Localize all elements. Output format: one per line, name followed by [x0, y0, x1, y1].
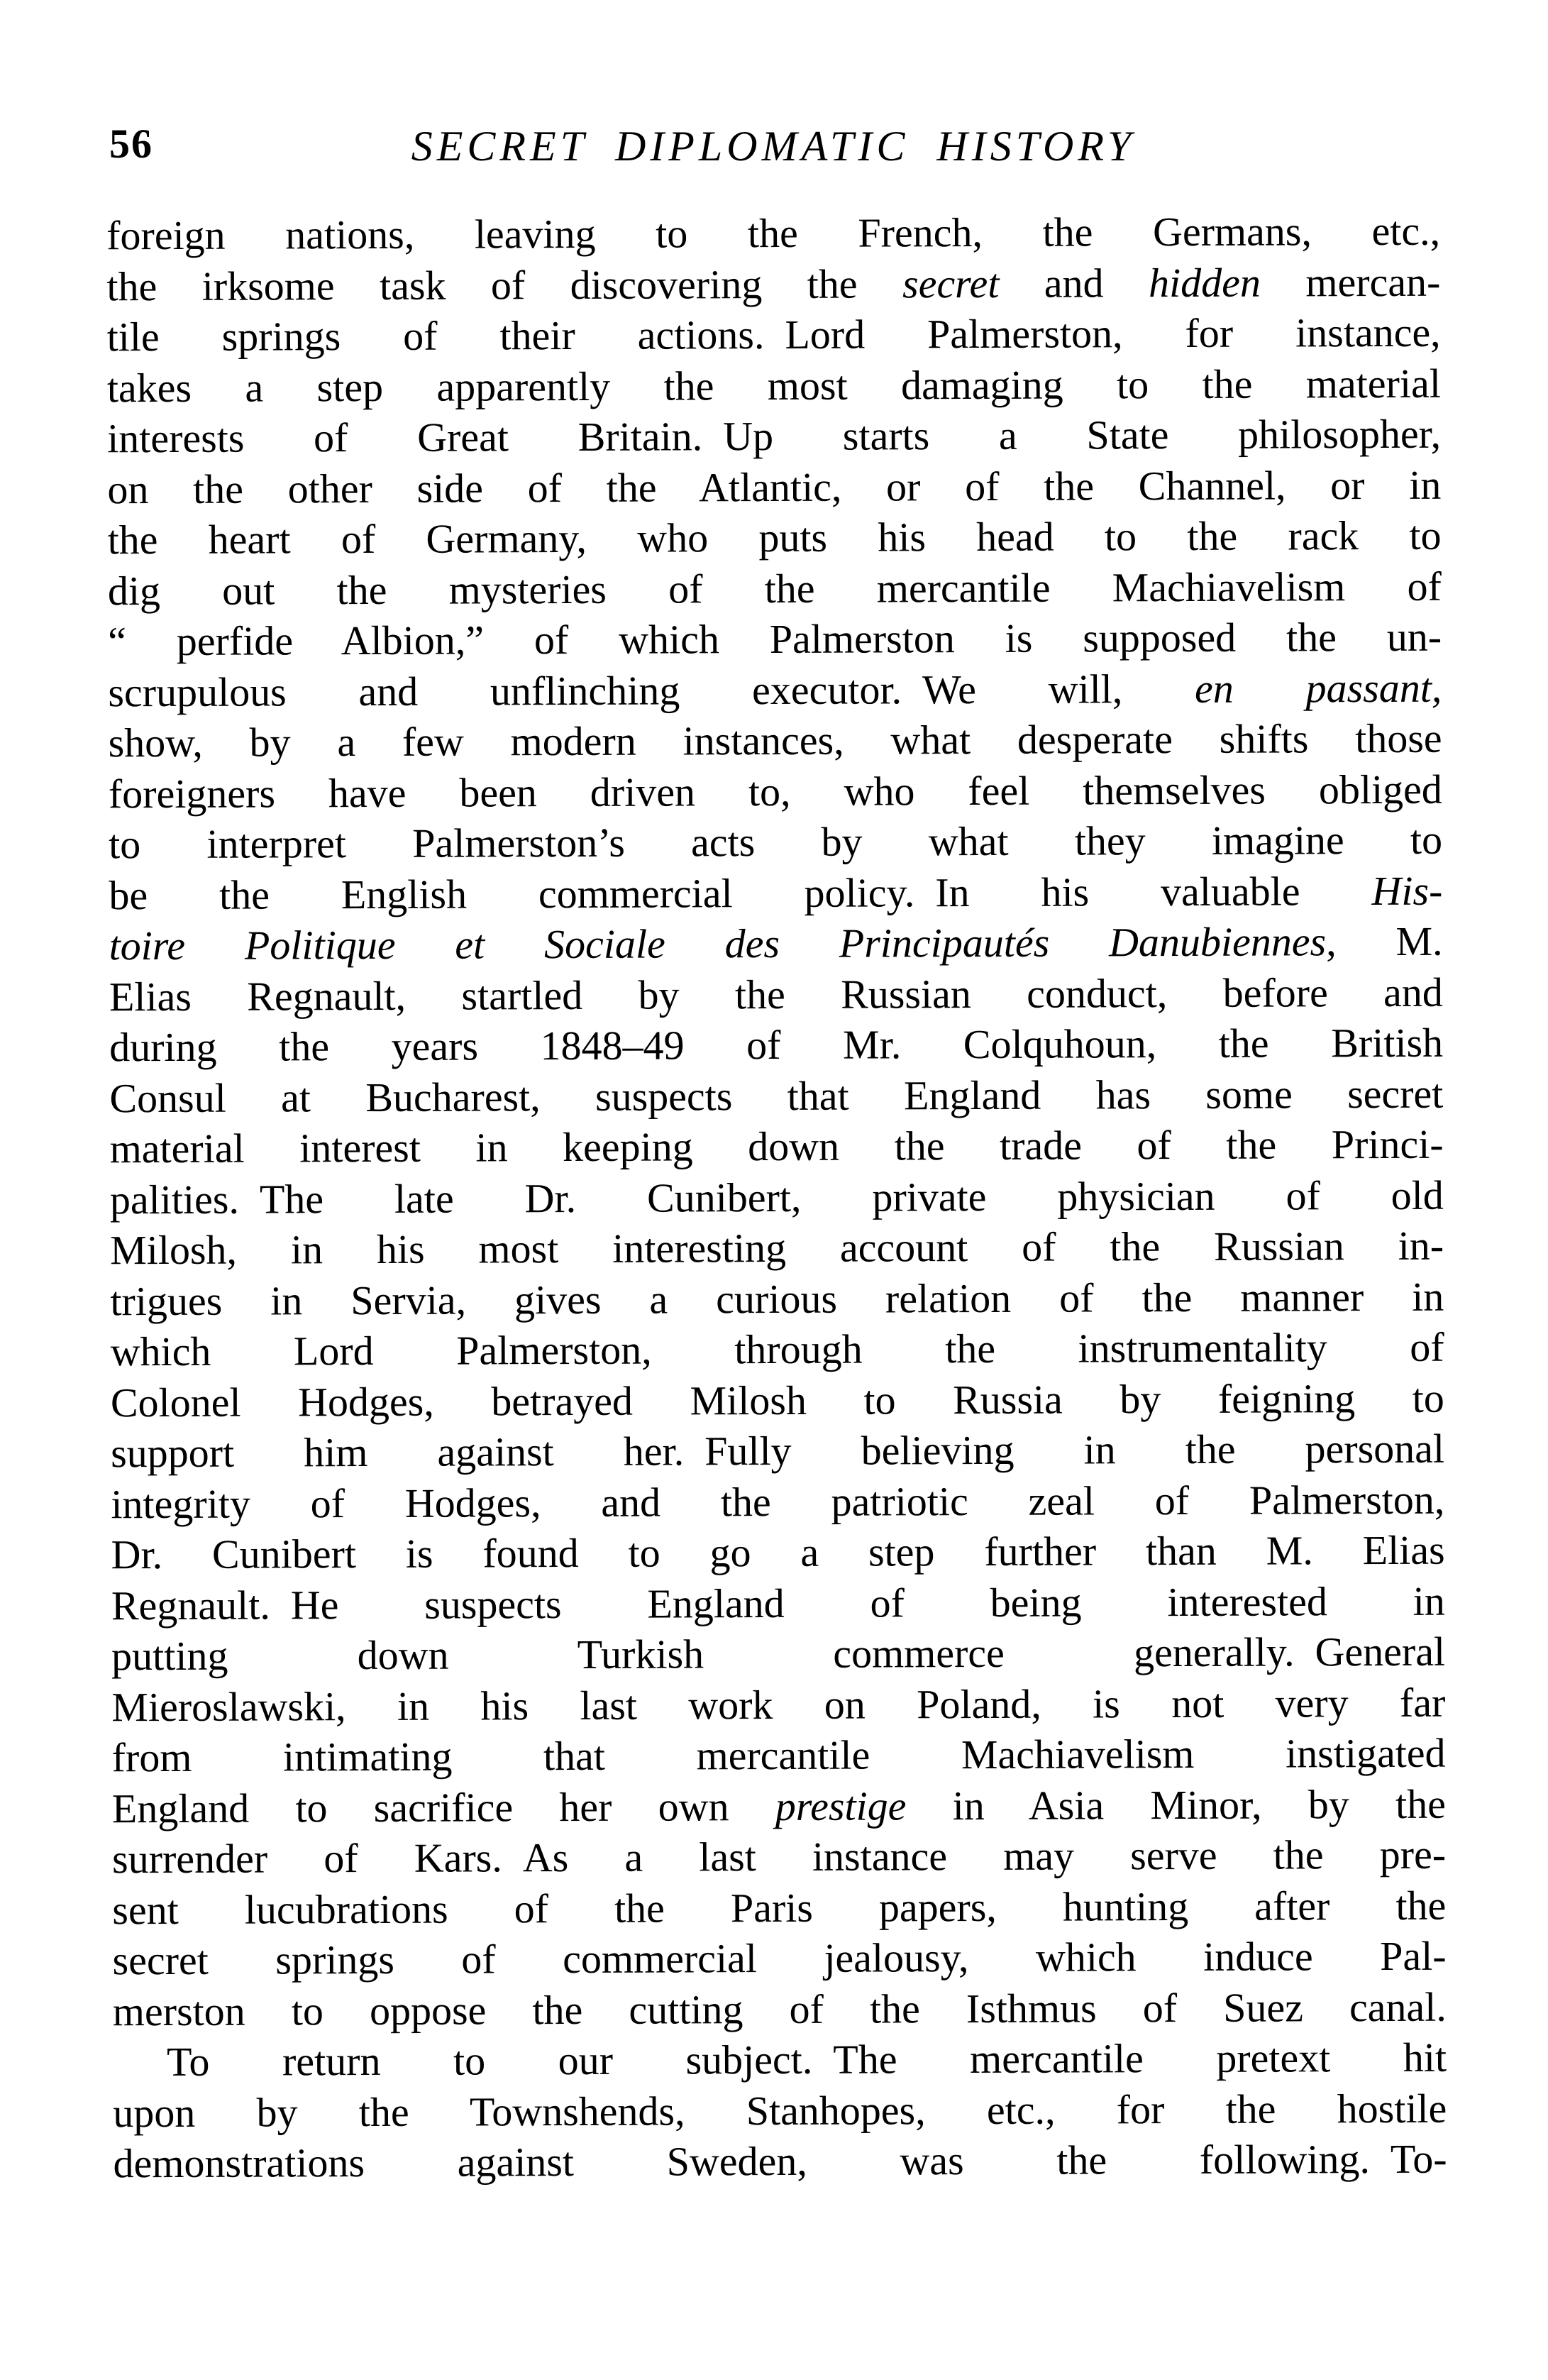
text-segment: be the English commercial policy. In his valuable [109, 867, 1372, 918]
text-segment: and [999, 259, 1149, 307]
text-segment-italic: hidden [1148, 259, 1261, 306]
text-line [113, 2083, 1447, 2138]
text-line [112, 1931, 1446, 1986]
text-line [108, 662, 1442, 717]
text-segment: in Asia Minor, by the [906, 1780, 1446, 1829]
text-line [108, 612, 1442, 667]
text-line [113, 2134, 1447, 2189]
text-line [110, 1322, 1444, 1377]
text-segment: from intimating that mercantile Machiavelism instigated [111, 1729, 1446, 1781]
text-segment: Mieroslawski, in his last work on Poland, is not very far [111, 1679, 1446, 1730]
text-line [112, 1829, 1446, 1885]
text-line [109, 713, 1442, 768]
text-line [110, 1271, 1444, 1326]
text-segment: Colonel Hodges, betrayed Milosh to Russia by feigning to [110, 1374, 1444, 1426]
text-segment: “ perfide Albion,” of which Palmerston is supposed the un- [108, 613, 1442, 665]
running-title: SECRET DIPLOMATIC HISTORY [411, 123, 1136, 170]
text-line [112, 1778, 1446, 1834]
text-segment: Dr. Cunibert is found to go a step further than M. Elias [111, 1526, 1445, 1578]
text-line [109, 764, 1442, 819]
text-line [106, 256, 1440, 312]
text-line [107, 409, 1441, 464]
text-line [111, 1677, 1445, 1732]
text-line [107, 358, 1441, 413]
text-segment: , M. [1326, 918, 1443, 965]
text-line [111, 1423, 1444, 1479]
text-segment: England to sacrifice her own [111, 1783, 775, 1831]
text-segment: Consul at Bucharest, suspects that England has some secret [109, 1070, 1444, 1121]
text-segment: merston to oppose the cutting of the Isthmus of Suez canal. [112, 1983, 1447, 2034]
text-segment: trigues in Servia, gives a curious relation of the manner in [110, 1273, 1444, 1324]
text-line [108, 510, 1442, 566]
text-line [109, 966, 1443, 1022]
text-line [106, 206, 1440, 261]
text-segment: Milosh, in his most interesting account of the Russian in- [110, 1222, 1444, 1274]
page-body [106, 206, 1447, 2189]
text-segment: dig out the mysteries of the mercantile Machiavelism of [107, 563, 1442, 614]
text-segment: tile springs of their actions. Lord Palmerston, for instance, [106, 309, 1441, 360]
text-segment: surrender of Kars. As a last instance may serve the pre- [112, 1831, 1447, 1883]
text-line [111, 1626, 1445, 1682]
page-number: 56 [109, 121, 153, 167]
text-segment: Regnault. He suspects England of being interested in [111, 1577, 1445, 1629]
text-segment-italic: secret [902, 260, 1000, 307]
text-line [111, 1474, 1444, 1529]
text-line [108, 561, 1442, 616]
text-segment: the heart of Germany, who puts his head to the rack to [107, 512, 1442, 563]
text-segment: integrity of Hodges, and the patriotic zeal of Palmerston, [111, 1476, 1445, 1527]
text-segment: to interpret Palmerston’s acts by what they imagine to [109, 816, 1443, 868]
text-line [109, 1018, 1443, 1073]
text-segment: takes a step apparently the most damaging to the material [106, 360, 1441, 411]
text-segment: sent lucubrations of the Paris papers, hunting after the [112, 1882, 1447, 1933]
text-segment: during the years 1848–49 of Mr. Colquhoun, the British [109, 1019, 1444, 1071]
text-segment: interests of Great Britain. Up starts a State philosopher, [107, 410, 1442, 462]
text-line [109, 865, 1442, 920]
text-segment: putting down Turkish commerce generally. General [111, 1628, 1446, 1680]
text-segment: which Lord Palmerston, through the instrumentality of [110, 1323, 1444, 1375]
text-segment: scrupulous and unflinching executor. We will, [108, 665, 1195, 715]
text-segment: demonstrations against Sweden, was the following. To- [113, 2135, 1447, 2187]
text-segment-italic: en passant, [1195, 664, 1442, 712]
text-segment: foreigners have been driven to, who feel themselves obliged [108, 766, 1442, 817]
text-line [111, 1728, 1445, 1783]
text-line [109, 916, 1442, 971]
page-header [106, 118, 1440, 175]
text-line [110, 1169, 1444, 1225]
text-segment-italic: prestige [775, 1782, 907, 1829]
text-segment: the irksome task of discovering the [106, 260, 903, 309]
text-line [113, 2032, 1447, 2088]
text-segment: Elias Regnault, startled by the Russian conduct, before and [109, 969, 1443, 1020]
text-line [110, 1221, 1444, 1276]
text-line [111, 1372, 1444, 1428]
text-segment: To return to our subject. The mercantile pretext hit [167, 2034, 1447, 2085]
text-segment: upon by the Townshends, Stanhopes, etc., for the hostile [113, 2085, 1447, 2136]
text-line [109, 1068, 1443, 1123]
text-segment-italic: His- [1371, 867, 1443, 914]
text-segment: show, by a few modern instances, what desperate shifts those [108, 715, 1442, 766]
text-line [111, 1575, 1445, 1631]
text-line [107, 459, 1441, 514]
text-segment-italic: toire Politique et Sociale des Principautés Danubiennes [109, 918, 1327, 969]
text-line [107, 307, 1441, 363]
text-line [111, 1525, 1444, 1580]
text-segment: foreign nations, leaving to the French, the Germans, etc., [106, 207, 1441, 259]
text-segment: material interest in keeping down the trade of the Princi- [109, 1120, 1444, 1172]
text-line [109, 1119, 1443, 1174]
text-segment: support him against her. Fully believing in the personal [111, 1425, 1445, 1477]
text-line [109, 815, 1442, 870]
text-line [113, 1981, 1447, 2037]
text-segment: on the other side of the Atlantic, or of the Channel, or in [107, 461, 1442, 512]
text-line [112, 1880, 1446, 1935]
text-segment: secret springs of commercial jealousy, which induce Pal- [112, 1932, 1447, 1984]
text-segment: mercan- [1260, 258, 1441, 306]
text-segment: palities. The late Dr. Cunibert, private physician of old [109, 1172, 1444, 1223]
